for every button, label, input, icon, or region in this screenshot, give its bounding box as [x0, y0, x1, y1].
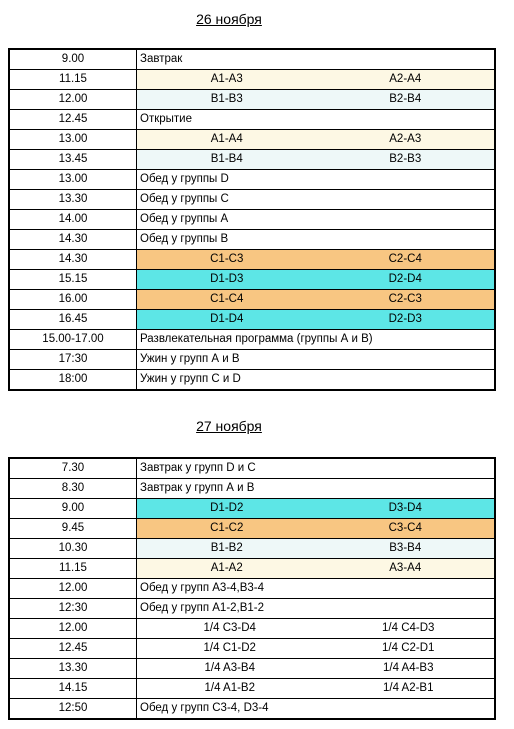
schedule-row: [9, 330, 495, 350]
schedule-row: [9, 599, 495, 619]
time-cell: 12.00: [9, 619, 137, 639]
day2-rows: [9, 458, 495, 719]
match-cell: [137, 270, 496, 290]
match-left: A1-A4: [210, 133, 243, 145]
schedule-row: [9, 350, 495, 370]
time-cell: 14.30: [9, 250, 137, 270]
schedule-row: [9, 190, 495, 210]
schedule-row: [9, 130, 495, 150]
event-cell: Ужин у групп А и В: [137, 350, 496, 370]
schedule-row: [9, 49, 495, 70]
time-cell: 12:50: [9, 699, 137, 720]
match-pair: [137, 130, 494, 149]
time-cell: 14.00: [9, 210, 137, 230]
match-right: A3-A4: [389, 562, 422, 574]
time-cell: 9.00: [9, 499, 137, 519]
schedule-row: [9, 370, 495, 391]
time-cell: 16.00: [9, 290, 137, 310]
time-cell: 16.45: [9, 310, 137, 330]
time-cell: 8.30: [9, 479, 137, 499]
match-cell: [137, 290, 496, 310]
schedule-row: [9, 619, 495, 639]
match-left: C1-C2: [210, 522, 244, 534]
schedule-row: [9, 699, 495, 720]
match-right: C3-C4: [388, 522, 422, 534]
match-cell: [137, 639, 496, 659]
match-left: C1-C4: [210, 293, 244, 305]
day2-title: 27 ноября: [196, 418, 262, 434]
time-cell: 15.15: [9, 270, 137, 290]
time-cell: 12.45: [9, 639, 137, 659]
time-cell: 7.30: [9, 458, 137, 479]
match-pair: [137, 539, 494, 558]
match-right: 1/4 C2-D1: [382, 642, 435, 654]
match-left: 1/4 C1-D2: [203, 642, 256, 654]
match-pair: [137, 519, 494, 538]
match-left: B1-B2: [210, 542, 243, 554]
event-cell: Обед у группы В: [137, 230, 496, 250]
schedule-row: [9, 270, 495, 290]
time-cell: 9.45: [9, 519, 137, 539]
match-right: 1/4 A4-B3: [382, 662, 434, 674]
match-pair: [137, 250, 494, 269]
match-cell: [137, 619, 496, 639]
time-cell: 13.30: [9, 659, 137, 679]
time-cell: 17:30: [9, 350, 137, 370]
schedule-row: [9, 479, 495, 499]
time-cell: 11.15: [9, 70, 137, 90]
match-cell: [137, 250, 496, 270]
match-left: D1-D3: [210, 273, 244, 285]
match-right: D2-D3: [388, 313, 422, 325]
match-right: A2-A3: [389, 133, 422, 145]
schedule-row: [9, 499, 495, 519]
match-pair: [137, 639, 494, 658]
match-left: B1-B3: [210, 93, 243, 105]
time-cell: 12.00: [9, 579, 137, 599]
match-pair: [137, 270, 494, 289]
event-cell: Завтрак у групп А и В: [137, 479, 496, 499]
match-right: A2-A4: [389, 73, 422, 85]
match-right: C2-C4: [388, 253, 422, 265]
match-cell: [137, 150, 496, 170]
match-pair: [137, 150, 494, 169]
match-cell: [137, 659, 496, 679]
match-left: 1/4 A3-B4: [204, 662, 255, 674]
time-cell: 9.00: [9, 49, 137, 70]
schedule-row: [9, 310, 495, 330]
schedule-row: [9, 290, 495, 310]
event-cell: Развлекательная программа (группы А и В): [137, 330, 496, 350]
match-left: 1/4 C3-D4: [203, 622, 256, 634]
match-cell: [137, 499, 496, 519]
schedule-row: [9, 659, 495, 679]
match-pair: [137, 659, 494, 678]
match-right: B2-B3: [389, 153, 422, 165]
time-cell: 12:30: [9, 599, 137, 619]
time-cell: 13.00: [9, 170, 137, 190]
match-cell: [137, 70, 496, 90]
schedule-row: [9, 150, 495, 170]
schedule-row: [9, 679, 495, 699]
match-right: 1/4 A2-B1: [382, 682, 434, 694]
match-cell: [137, 519, 496, 539]
match-cell: [137, 559, 496, 579]
day1-rows: [9, 49, 495, 390]
match-left: B1-B4: [210, 153, 243, 165]
event-cell: Ужин у групп С и D: [137, 370, 496, 391]
match-right: 1/4 C4-D3: [382, 622, 435, 634]
match-pair: [137, 310, 494, 329]
day1-schedule-table: [8, 48, 496, 391]
match-left: 1/4 A1-B2: [204, 682, 255, 694]
match-right: B2-B4: [389, 93, 422, 105]
match-right: D3-D4: [388, 502, 422, 514]
schedule-row: [9, 110, 495, 130]
schedule-row: [9, 230, 495, 250]
schedule-row: [9, 250, 495, 270]
event-cell: Обед у группы D: [137, 170, 496, 190]
event-cell: Открытие: [137, 110, 496, 130]
time-cell: 13.00: [9, 130, 137, 150]
event-cell: Завтрак: [137, 49, 496, 70]
match-pair: [137, 290, 494, 309]
match-pair: [137, 70, 494, 89]
time-cell: 12.45: [9, 110, 137, 130]
time-cell: 15.00-17.00: [9, 330, 137, 350]
schedule-row: [9, 70, 495, 90]
schedule-row: [9, 90, 495, 110]
time-cell: 14.15: [9, 679, 137, 699]
time-cell: 13.45: [9, 150, 137, 170]
match-right: C2-C3: [388, 293, 422, 305]
event-cell: Обед у группы С: [137, 190, 496, 210]
time-cell: 18:00: [9, 370, 137, 391]
schedule-row: [9, 170, 495, 190]
schedule-row: [9, 559, 495, 579]
time-cell: 11.15: [9, 559, 137, 579]
match-cell: [137, 310, 496, 330]
match-left: A1-A2: [210, 562, 243, 574]
time-cell: 10.30: [9, 539, 137, 559]
event-cell: Обед у групп А1-2,В1-2: [137, 599, 496, 619]
time-cell: 13.30: [9, 190, 137, 210]
time-cell: 14.30: [9, 230, 137, 250]
match-left: D1-D4: [210, 313, 244, 325]
schedule-row: [9, 519, 495, 539]
match-pair: [137, 90, 494, 109]
match-right: B3-B4: [389, 542, 422, 554]
schedule-row: [9, 539, 495, 559]
match-pair: [137, 499, 494, 518]
match-right: D2-D4: [388, 273, 422, 285]
event-cell: Обед у группы А: [137, 210, 496, 230]
event-cell: Обед у групп С3-4, D3-4: [137, 699, 496, 720]
schedule-row: [9, 458, 495, 479]
event-cell: Обед у групп А3-4,В3-4: [137, 579, 496, 599]
match-left: C1-C3: [210, 253, 244, 265]
schedule-row: [9, 210, 495, 230]
event-cell: Завтрак у групп D и C: [137, 458, 496, 479]
match-cell: [137, 539, 496, 559]
time-cell: 12.00: [9, 90, 137, 110]
match-left: D1-D2: [210, 502, 244, 514]
match-cell: [137, 679, 496, 699]
day1-title: 26 ноября: [196, 11, 262, 27]
schedule-row: [9, 579, 495, 599]
match-cell: [137, 90, 496, 110]
day2-schedule-table: [8, 457, 496, 720]
match-left: A1-A3: [210, 73, 243, 85]
match-cell: [137, 130, 496, 150]
match-pair: [137, 619, 494, 638]
match-pair: [137, 679, 494, 698]
match-pair: [137, 559, 494, 578]
schedule-row: [9, 639, 495, 659]
